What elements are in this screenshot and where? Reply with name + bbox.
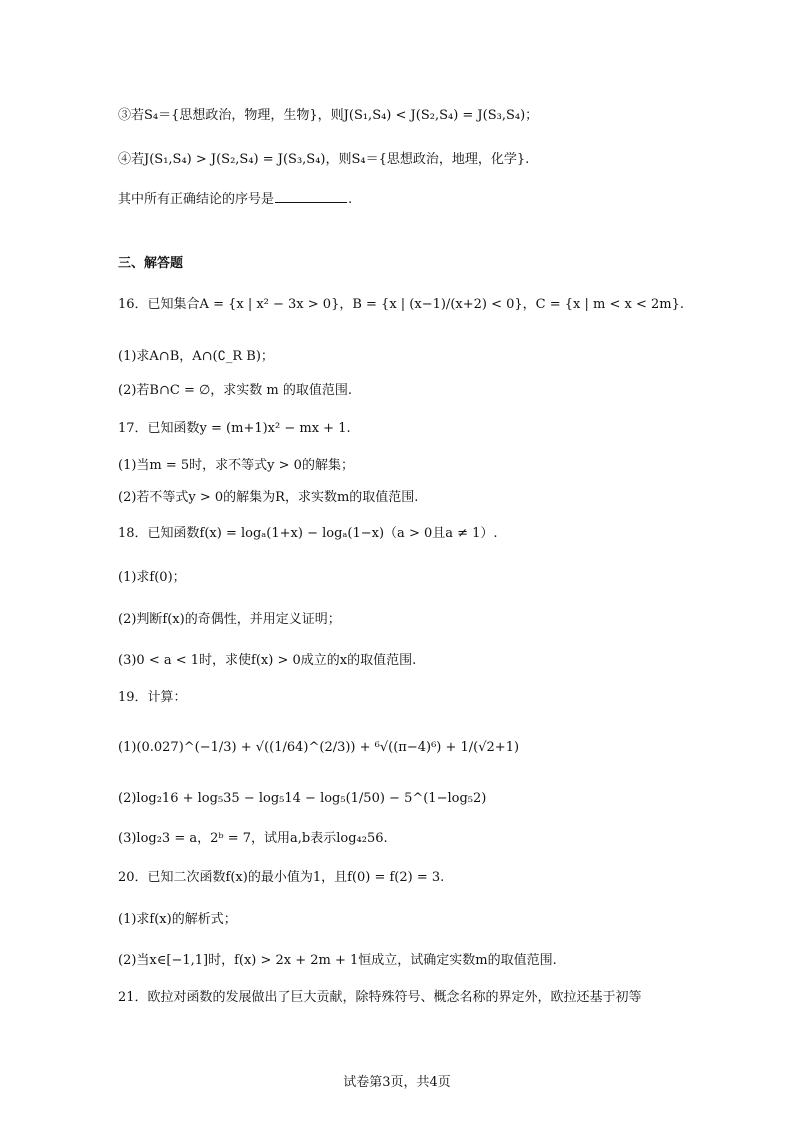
question-16 bbox=[118, 295, 794, 315]
question-19 bbox=[118, 688, 794, 708]
question-20-part-1 bbox=[118, 910, 794, 930]
question-20-part-1-text: (1)求f(x)的解析式； bbox=[118, 912, 237, 927]
question-19-part-1 bbox=[118, 738, 794, 758]
question-18 bbox=[118, 524, 794, 544]
question-20-part-2 bbox=[118, 951, 794, 971]
question-17-part-2-text: (2)若不等式y > 0的解集为R，求实数m的取值范围. bbox=[118, 490, 419, 505]
question-19-part-2 bbox=[118, 789, 794, 809]
page-footer-text: 试卷第3页，共4页 bbox=[343, 1075, 451, 1090]
statement-4 bbox=[118, 150, 794, 170]
question-17-text: 17．已知函数y = (m+1)x² − mx + 1. bbox=[118, 421, 351, 436]
question-16-part-1 bbox=[118, 347, 794, 367]
page-footer bbox=[0, 1073, 794, 1093]
section-heading-text: 三、解答题 bbox=[118, 256, 184, 271]
question-18-part-3-text: (3)0 < a < 1时，求使f(x) > 0成立的x的取值范围. bbox=[118, 653, 417, 668]
question-17-part-1 bbox=[118, 456, 794, 476]
answer-blank[interactable] bbox=[275, 188, 347, 203]
statement-4-text: ④若J(S₁,S₄) > J(S₂,S₄) = J(S₃,S₄)，则S₄＝{思想政治，地理，化学}. bbox=[118, 152, 530, 167]
question-17-part-2 bbox=[118, 488, 794, 508]
fill-in-question-end: . bbox=[348, 192, 353, 207]
fill-in-question-text: 其中所有正确结论的序号是 bbox=[118, 192, 275, 207]
question-19-text: 19．计算： bbox=[118, 690, 187, 705]
question-16-part-2 bbox=[118, 381, 794, 401]
question-17-part-1-text: (1)当m = 5时，求不等式y > 0的解集； bbox=[118, 458, 354, 473]
question-18-part-1-text: (1)求f(0)； bbox=[118, 570, 186, 585]
question-21 bbox=[118, 988, 794, 1008]
question-19-part-3 bbox=[118, 829, 794, 849]
question-19-part-2-text: (2)log₂16 + log₅35 − log₅14 − log₅(1/50) − 5^(1−log₅2) bbox=[118, 791, 487, 806]
question-18-text: 18．已知函数f(x) = logₐ(1+x) − logₐ(1−x)（a > 0且a ≠ 1）. bbox=[118, 526, 498, 541]
question-20-text: 20．已知二次函数f(x)的最小值为1，且f(0) = f(2) = 3. bbox=[118, 870, 445, 885]
question-18-part-3 bbox=[118, 651, 794, 671]
question-21-text: 21．欧拉对函数的发展做出了巨大贡献，除特殊符号、概念名称的界定外，欧拉还基于初等 bbox=[118, 990, 642, 1005]
question-19-part-1-text: (1)(0.027)^(−1/3) + √((1/64)^(2/3)) + ⁶√((π−4)⁶) + 1/(√2+1) bbox=[118, 740, 520, 755]
statement-3-text: ③若S₄＝{思想政治，物理，生物}，则J(S₁,S₄) < J(S₂,S₄) = J(S₃,S₄)； bbox=[118, 108, 539, 123]
question-16-text: 16．已知集合A = {x | x² − 3x > 0}，B = {x | (x−1)/(x+2) < 0}，C = {x | m < x < 2m}. bbox=[118, 297, 684, 312]
question-16-part-1-text: (1)求A∩B，A∩(∁_R B)； bbox=[118, 349, 274, 364]
section-heading bbox=[118, 254, 794, 274]
question-19-part-3-text: (3)log₂3 = a，2ᵇ = 7，试用a,b表示log₄₂56. bbox=[118, 831, 388, 846]
question-20-part-2-text: (2)当x∈[−1,1]时，f(x) > 2x + 2m + 1恒成立，试确定实数m的取值范围. bbox=[118, 953, 557, 968]
statement-3 bbox=[118, 106, 794, 126]
question-16-part-2-text: (2)若B∩C = ∅，求实数 m 的取值范围. bbox=[118, 383, 353, 398]
question-17 bbox=[118, 419, 794, 439]
question-18-part-1 bbox=[118, 568, 794, 588]
question-18-part-2 bbox=[118, 610, 794, 630]
question-20 bbox=[118, 868, 794, 888]
fill-in-question bbox=[118, 188, 794, 210]
question-18-part-2-text: (2)判断f(x)的奇偶性，并用定义证明； bbox=[118, 612, 341, 627]
